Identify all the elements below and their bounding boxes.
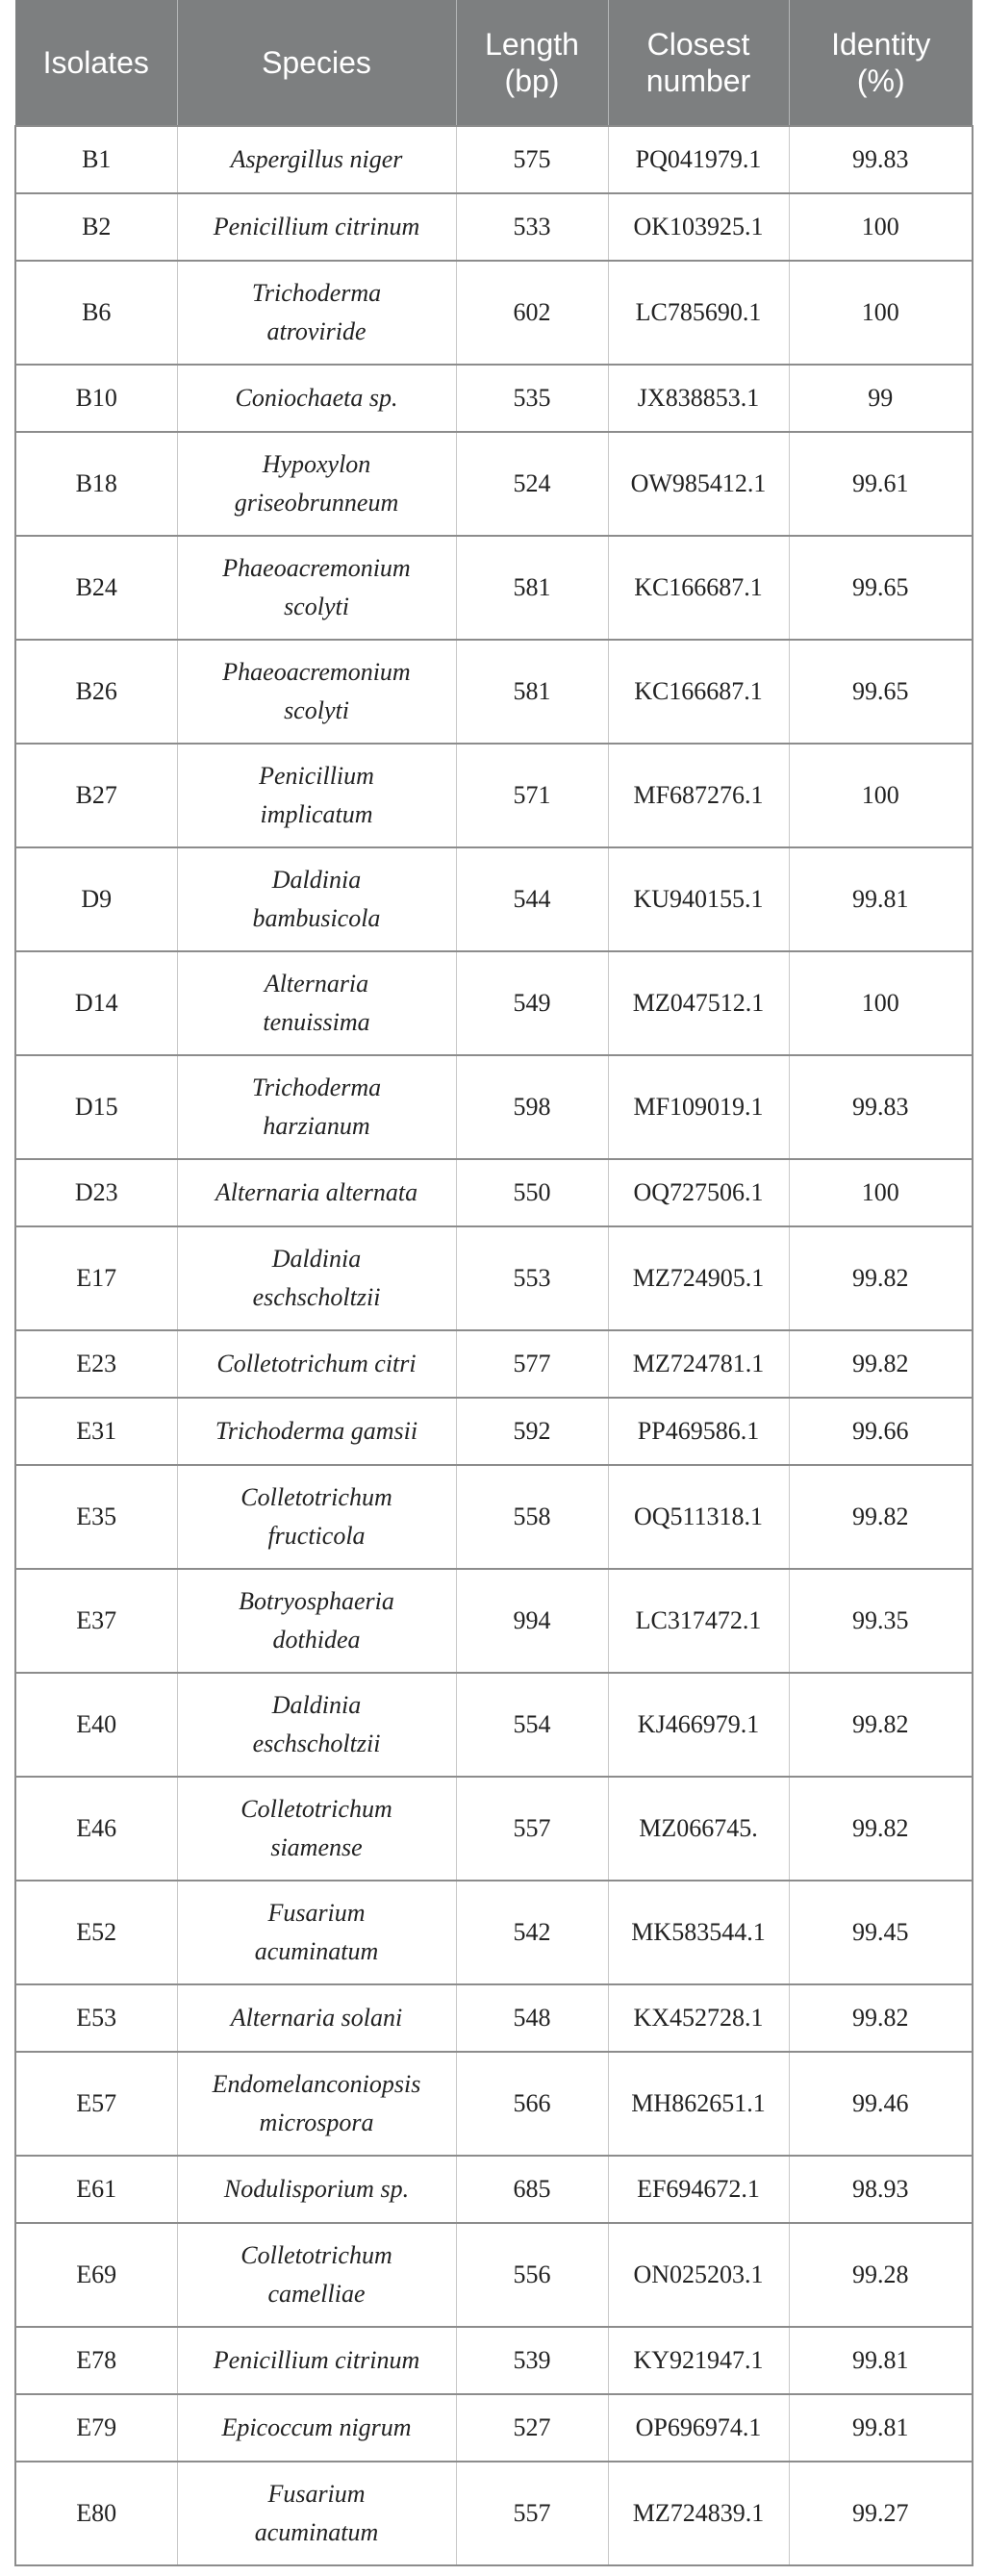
species-line: griseobrunneum: [234, 489, 399, 517]
header-line: Length: [485, 27, 579, 62]
identity-cell: 99.27: [789, 2462, 973, 2565]
closest-number-cell: OK103925.1: [608, 193, 789, 261]
length-cell: 566: [456, 2052, 608, 2156]
species-cell: [177, 1226, 456, 1330]
species-line: Alternaria solani: [230, 2004, 403, 2032]
species-line: Hypoxylon: [262, 450, 371, 478]
species-cell: [177, 365, 456, 432]
header-length: [456, 0, 608, 126]
species-line: bambusicola: [252, 904, 381, 932]
species-line: Alternaria: [264, 970, 369, 998]
isolate-cell: E78: [15, 2327, 177, 2394]
closest-number-cell: OQ511318.1: [608, 1465, 789, 1569]
identity-cell: 99.82: [789, 1673, 973, 1777]
species-line: camelliae: [267, 2280, 366, 2308]
species-cell: [177, 126, 456, 193]
table-body: [15, 126, 973, 2565]
species-cell: [177, 1465, 456, 1569]
length-cell: 685: [456, 2156, 608, 2223]
table-row: [15, 365, 973, 432]
identity-cell: 99.82: [789, 1777, 973, 1881]
closest-number-cell: MZ724905.1: [608, 1226, 789, 1330]
table-row: [15, 2327, 973, 2394]
species-line: Penicillium: [259, 762, 374, 790]
table-row: [15, 1055, 973, 1159]
species-line: Trichoderma: [251, 279, 382, 307]
table-row: [15, 432, 973, 536]
species-line: implicatum: [260, 800, 373, 828]
species-line: Penicillium citrinum: [213, 2346, 420, 2374]
length-cell: 524: [456, 432, 608, 536]
species-cell: [177, 1159, 456, 1226]
isolate-cell: E37: [15, 1569, 177, 1673]
length-cell: 539: [456, 2327, 608, 2394]
closest-number-cell: JX838853.1: [608, 365, 789, 432]
length-cell: 577: [456, 1330, 608, 1398]
identity-cell: 99.28: [789, 2223, 973, 2327]
isolate-cell: D23: [15, 1159, 177, 1226]
species-line: Colletotrichum: [240, 1483, 392, 1511]
species-line: Penicillium citrinum: [213, 213, 420, 240]
length-cell: 533: [456, 193, 608, 261]
header-line: Identity: [831, 27, 931, 62]
closest-number-cell: OW985412.1: [608, 432, 789, 536]
species-cell: [177, 640, 456, 744]
length-cell: 544: [456, 847, 608, 951]
species-line: Endomelanconiopsis: [212, 2070, 421, 2098]
table-row: [15, 847, 973, 951]
length-cell: 556: [456, 2223, 608, 2327]
identity-cell: 100: [789, 951, 973, 1055]
isolate-cell: E61: [15, 2156, 177, 2223]
closest-number-cell: EF694672.1: [608, 2156, 789, 2223]
table-row: [15, 2156, 973, 2223]
length-cell: 598: [456, 1055, 608, 1159]
table-row: [15, 744, 973, 847]
identity-cell: 99.81: [789, 2327, 973, 2394]
isolate-cell: E23: [15, 1330, 177, 1398]
species-line: scolyti: [284, 593, 349, 620]
table-row: [15, 2394, 973, 2462]
length-cell: 602: [456, 261, 608, 365]
species-cell: [177, 193, 456, 261]
header-line: (bp): [504, 63, 560, 98]
closest-number-cell: PP469586.1: [608, 1398, 789, 1465]
isolate-cell: D9: [15, 847, 177, 951]
closest-number-cell: OQ727506.1: [608, 1159, 789, 1226]
species-line: Phaeoacremonium: [222, 554, 411, 582]
closest-number-cell: MZ066745.: [608, 1777, 789, 1881]
table-row: [15, 1984, 973, 2052]
table-row: [15, 1777, 973, 1881]
isolate-cell: E53: [15, 1984, 177, 2052]
length-cell: 550: [456, 1159, 608, 1226]
length-cell: 557: [456, 2462, 608, 2565]
closest-number-cell: MF109019.1: [608, 1055, 789, 1159]
table-row: [15, 1330, 973, 1398]
species-cell: [177, 1673, 456, 1777]
identity-cell: 99.35: [789, 1569, 973, 1673]
species-line: Colletotrichum: [240, 1795, 392, 1823]
length-cell: 571: [456, 744, 608, 847]
closest-number-cell: KC166687.1: [608, 640, 789, 744]
isolate-cell: B10: [15, 365, 177, 432]
closest-number-cell: MZ724781.1: [608, 1330, 789, 1398]
species-line: Colletotrichum: [240, 2241, 392, 2269]
isolate-cell: E79: [15, 2394, 177, 2462]
length-cell: 542: [456, 1881, 608, 1984]
species-line: scolyti: [284, 696, 349, 724]
table-row: [15, 1881, 973, 1984]
closest-number-cell: MH862651.1: [608, 2052, 789, 2156]
table-row: [15, 951, 973, 1055]
length-cell: 554: [456, 1673, 608, 1777]
identity-cell: 99.46: [789, 2052, 973, 2156]
header-isolates: [15, 0, 177, 126]
isolate-cell: D14: [15, 951, 177, 1055]
table-row: [15, 1465, 973, 1569]
closest-number-cell: MK583544.1: [608, 1881, 789, 1984]
length-cell: 581: [456, 640, 608, 744]
species-line: Fusarium: [267, 2480, 366, 2508]
identity-cell: 99.82: [789, 1330, 973, 1398]
header-row: [15, 0, 973, 126]
species-line: Coniochaeta sp.: [235, 384, 398, 412]
species-cell: [177, 2052, 456, 2156]
species-line: Daldinia: [271, 1691, 362, 1719]
closest-number-cell: MF687276.1: [608, 744, 789, 847]
species-cell: [177, 2394, 456, 2462]
identity-cell: 99.65: [789, 536, 973, 640]
closest-number-cell: PQ041979.1: [608, 126, 789, 193]
isolate-cell: E52: [15, 1881, 177, 1984]
species-line: Phaeoacremonium: [222, 658, 411, 686]
species-line: Trichoderma: [251, 1073, 382, 1101]
identity-cell: 100: [789, 261, 973, 365]
species-line: Alternaria alternata: [215, 1178, 418, 1206]
closest-number-cell: KY921947.1: [608, 2327, 789, 2394]
length-cell: 548: [456, 1984, 608, 2052]
species-line: eschscholtzii: [252, 1730, 381, 1757]
table-row: [15, 1673, 973, 1777]
identity-cell: 99.81: [789, 847, 973, 951]
header-line: number: [645, 63, 751, 98]
species-cell: [177, 951, 456, 1055]
header-identity: [789, 0, 973, 126]
species-line: fructicola: [267, 1522, 366, 1550]
closest-number-cell: KU940155.1: [608, 847, 789, 951]
length-cell: 549: [456, 951, 608, 1055]
table-row: [15, 1226, 973, 1330]
header-line: Isolates: [42, 45, 149, 80]
identity-cell: 100: [789, 1159, 973, 1226]
species-cell: [177, 1569, 456, 1673]
isolate-cell: E57: [15, 2052, 177, 2156]
identity-cell: 99.66: [789, 1398, 973, 1465]
isolate-cell: E40: [15, 1673, 177, 1777]
isolate-cell: E69: [15, 2223, 177, 2327]
header-species: [177, 0, 456, 126]
isolate-cell: E17: [15, 1226, 177, 1330]
isolate-cell: D15: [15, 1055, 177, 1159]
length-cell: 558: [456, 1465, 608, 1569]
species-cell: [177, 1777, 456, 1881]
species-line: Nodulisporium sp.: [223, 2175, 410, 2203]
species-cell: [177, 2223, 456, 2327]
closest-number-cell: LC317472.1: [608, 1569, 789, 1673]
table-row: [15, 2223, 973, 2327]
closest-number-cell: KX452728.1: [608, 1984, 789, 2052]
species-line: Daldinia: [271, 1245, 362, 1273]
species-cell: [177, 1330, 456, 1398]
species-line: tenuissima: [263, 1008, 370, 1036]
isolate-cell: E80: [15, 2462, 177, 2565]
species-cell: [177, 2327, 456, 2394]
identity-cell: 100: [789, 193, 973, 261]
identity-cell: 99.45: [789, 1881, 973, 1984]
species-cell: [177, 536, 456, 640]
table-row: [15, 2462, 973, 2565]
closest-number-cell: KJ466979.1: [608, 1673, 789, 1777]
table-row: [15, 126, 973, 193]
species-cell: [177, 847, 456, 951]
species-line: Aspergillus niger: [230, 145, 403, 173]
length-cell: 553: [456, 1226, 608, 1330]
closest-number-cell: MZ047512.1: [608, 951, 789, 1055]
table-row: [15, 261, 973, 365]
species-cell: [177, 1055, 456, 1159]
identity-cell: 100: [789, 744, 973, 847]
species-line: microspora: [259, 2109, 374, 2136]
length-cell: 994: [456, 1569, 608, 1673]
species-cell: [177, 1398, 456, 1465]
identity-cell: 98.93: [789, 2156, 973, 2223]
length-cell: 535: [456, 365, 608, 432]
isolate-cell: B24: [15, 536, 177, 640]
species-cell: [177, 1984, 456, 2052]
length-cell: 557: [456, 1777, 608, 1881]
species-line: Fusarium: [267, 1899, 366, 1927]
length-cell: 592: [456, 1398, 608, 1465]
species-line: Daldinia: [271, 866, 362, 894]
isolates-table: [14, 0, 973, 2566]
header-closest-number: [608, 0, 789, 126]
table-row: [15, 1159, 973, 1226]
species-line: Colletotrichum citri: [216, 1350, 417, 1377]
closest-number-cell: OP696974.1: [608, 2394, 789, 2462]
length-cell: 581: [456, 536, 608, 640]
species-line: acuminatum: [254, 2518, 379, 2546]
table-row: [15, 193, 973, 261]
table-header: [15, 0, 973, 126]
species-line: eschscholtzii: [252, 1283, 381, 1311]
closest-number-cell: ON025203.1: [608, 2223, 789, 2327]
species-cell: [177, 2156, 456, 2223]
header-line: Species: [262, 45, 371, 80]
identity-cell: 99.83: [789, 126, 973, 193]
identity-cell: 99.81: [789, 2394, 973, 2462]
table-row: [15, 536, 973, 640]
isolate-cell: E31: [15, 1398, 177, 1465]
species-cell: [177, 261, 456, 365]
species-cell: [177, 744, 456, 847]
species-line: atroviride: [266, 317, 367, 345]
closest-number-cell: LC785690.1: [608, 261, 789, 365]
identity-cell: 99.65: [789, 640, 973, 744]
closest-number-cell: KC166687.1: [608, 536, 789, 640]
isolate-cell: B1: [15, 126, 177, 193]
species-cell: [177, 432, 456, 536]
isolate-cell: B27: [15, 744, 177, 847]
isolate-cell: B26: [15, 640, 177, 744]
isolate-cell: B6: [15, 261, 177, 365]
species-cell: [177, 1881, 456, 1984]
species-line: siamense: [270, 1833, 363, 1861]
header-line: Closest: [646, 27, 750, 62]
species-line: acuminatum: [254, 1937, 379, 1965]
isolate-cell: B2: [15, 193, 177, 261]
identity-cell: 99.82: [789, 1226, 973, 1330]
identity-cell: 99.82: [789, 1465, 973, 1569]
isolate-cell: E35: [15, 1465, 177, 1569]
species-cell: [177, 2462, 456, 2565]
species-line: Trichoderma gamsii: [215, 1417, 418, 1445]
identity-cell: 99.83: [789, 1055, 973, 1159]
species-line: harzianum: [263, 1112, 370, 1140]
closest-number-cell: MZ724839.1: [608, 2462, 789, 2565]
identity-cell: 99: [789, 365, 973, 432]
length-cell: 527: [456, 2394, 608, 2462]
species-line: Botryosphaeria: [239, 1587, 394, 1615]
table-row: [15, 1569, 973, 1673]
identity-cell: 99.82: [789, 1984, 973, 2052]
length-cell: 575: [456, 126, 608, 193]
isolate-cell: B18: [15, 432, 177, 536]
header-line: (%): [856, 63, 905, 98]
species-line: Epicoccum nigrum: [221, 2413, 412, 2441]
identity-cell: 99.61: [789, 432, 973, 536]
species-line: dothidea: [272, 1626, 361, 1654]
table-row: [15, 640, 973, 744]
table-row: [15, 2052, 973, 2156]
table-row: [15, 1398, 973, 1465]
isolate-cell: E46: [15, 1777, 177, 1881]
